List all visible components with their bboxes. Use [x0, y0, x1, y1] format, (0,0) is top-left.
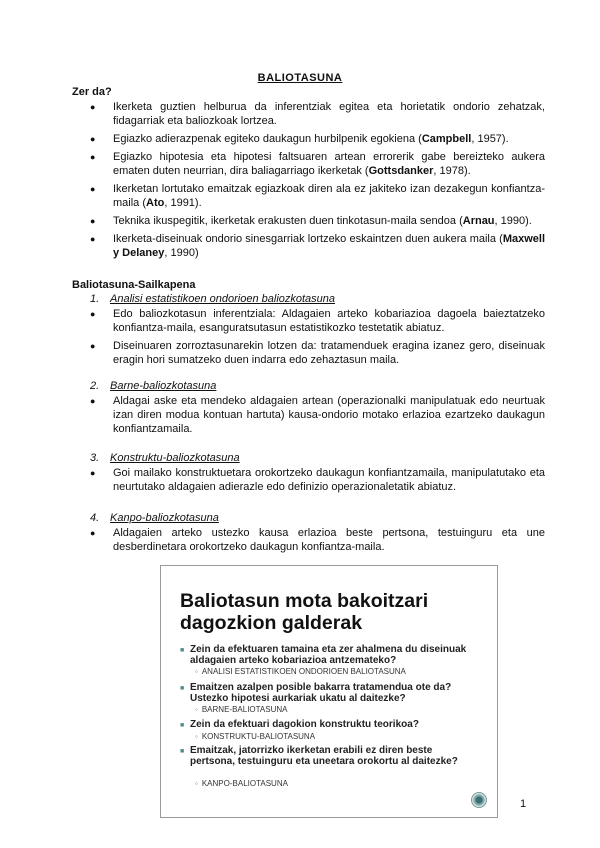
definition-item: ● Ikerketa-diseinuak ondorio sinesgarriak lortzeko eskaintzen duen aukera maila (Maxwell y Delaney, 1990)	[90, 232, 545, 260]
type-1-item: ● Diseinuaren zorroztasunarekin lotzen da: tratamenduek eragina izanez gero, diseinuak eragin hori sumatzeko duen indarra edo zehaztasun maila.	[90, 339, 545, 367]
type-name: Kanpo-baliozkotasuna	[110, 512, 219, 524]
slide-title: Baliotasun mota bakoitzari dagozkion galderak	[180, 590, 429, 634]
sub-bullet-icon: ◦	[195, 779, 198, 788]
type-1-list	[90, 307, 545, 371]
slide-question: ■ Emaitzen azalpen posible bakarra tratamendua ote da? Ustezko hipotesi aurkariak ukatu al daitezke?	[180, 682, 452, 704]
type-heading-1	[90, 293, 335, 305]
type-heading-2	[90, 380, 216, 392]
type-number: 3.	[90, 452, 100, 464]
definition-item: ● Ikerketa guztien helburua da inferentziak egitea eta horietatik ondorio zehatzak, fidagarriak eta baliozkoak lortzea.	[90, 100, 545, 128]
slide-question: ■ Zein da efektuaren tamaina eta zer ahalmena du diseinuak aldagaien arteko kobariazioa antzemateko?	[180, 644, 467, 666]
slide-question: ■ Emaitzak, jatorrizko ikerketan erabili ez diren beste pertsona, testuinguru eta uneetara orokortu al daitezke?	[180, 745, 458, 767]
type-4-item: ● Aldagaien arteko ustezko kausa erlazioa beste pertsona, testuinguru eta une desberdinetara orokortzeko daukagun konfiantza-maila.	[90, 526, 545, 554]
type-name: Konstruktu-baliozkotasuna	[110, 452, 240, 464]
slide-answer: ◦ KONSTRUKTU-BALIOTASUNA	[195, 732, 316, 741]
definition-item: ● Ikerketan lortutako emaitzak egiazkoak diren ala ez jakiteko izan dezakegun konfiantza-maila (Ato, 1991).	[90, 182, 545, 210]
sub-bullet-icon: ◦	[195, 705, 198, 714]
bullet-icon: ■	[180, 647, 185, 654]
type-2-item: ● Aldagai aske eta mendeko aldagaien artean (operazionalki manipulatuak edo neurtuak izan diren modua kontuan hartuta) kausa-ondorio motako erlazioa ezartzeko daukagun konfiantzamaila.	[90, 394, 545, 436]
section-heading-zer-da: Zer da?	[72, 86, 112, 98]
bullet-icon: ■	[180, 685, 185, 692]
type-heading-4	[90, 512, 219, 524]
embedded-slide	[160, 565, 498, 818]
page-number: 1	[520, 798, 527, 810]
definition-item: ● Teknika ikuspegitik, ikerketak erakusten duen tinkotasun-maila sendoa (Arnau, 1990).	[90, 214, 545, 228]
type-name: Analisi estatistikoen ondorioen baliozkotasuna	[110, 293, 336, 305]
type-heading-3	[90, 452, 240, 464]
sub-bullet-icon: ◦	[195, 667, 198, 676]
definition-item: ● Egiazko hipotesia eta hipotesi faltsuaren artean errorerik gabe bereizteko aukera ematen duten neurrian, dira baliagarriago ikerketak (Gottsdanker, 1978).	[90, 150, 545, 178]
bullet-icon: ■	[180, 722, 185, 729]
type-2-list	[90, 394, 545, 440]
type-number: 1.	[90, 293, 100, 305]
type-name: Barne-baliozkotasuna	[110, 380, 217, 392]
definition-list	[90, 100, 545, 264]
type-4-list	[90, 526, 545, 558]
type-number: 2.	[90, 380, 100, 392]
slide-answer: ◦ BARNE-BALIOTASUNA	[195, 705, 288, 714]
section-heading-sailkapena: Baliotasuna-Sailkapena	[72, 279, 196, 291]
type-3-item: ● Goi mailako konstruktuetara orokortzeko daukagun konfiantzamaila, manipulatutako eta neurtutako aldagaien adierazle edo definizio operazionaletatik abiatuz.	[90, 466, 545, 494]
slide-nav-button-icon[interactable]	[471, 792, 487, 808]
bullet-icon: ■	[180, 748, 185, 755]
definition-item: ● Egiazko adierazpenak egiteko daukagun hurbilpenik egokiena (Campbell, 1957).	[90, 132, 545, 146]
type-3-list	[90, 466, 545, 498]
slide-answer: ◦ ANALISI ESTATISTIKOEN ONDORIOEN BALIOTASUNA	[195, 667, 406, 676]
document-title: BALIOTASUNA	[257, 72, 343, 84]
type-number: 4.	[90, 512, 100, 524]
sub-bullet-icon: ◦	[195, 732, 198, 741]
slide-answer: ◦ KANPO-BALIOTASUNA	[195, 779, 288, 788]
slide-question: ■ Zein da efektuari dagokion konstruktu teorikoa?	[180, 719, 419, 730]
type-1-item: ● Edo baliozkotasun inferentziala: Aldagaien arteko kobariazioa dagoela baieztatzeko konfiantza-maila, esanguratsutasun estatistikozko testetatik abiatuz.	[90, 307, 545, 335]
